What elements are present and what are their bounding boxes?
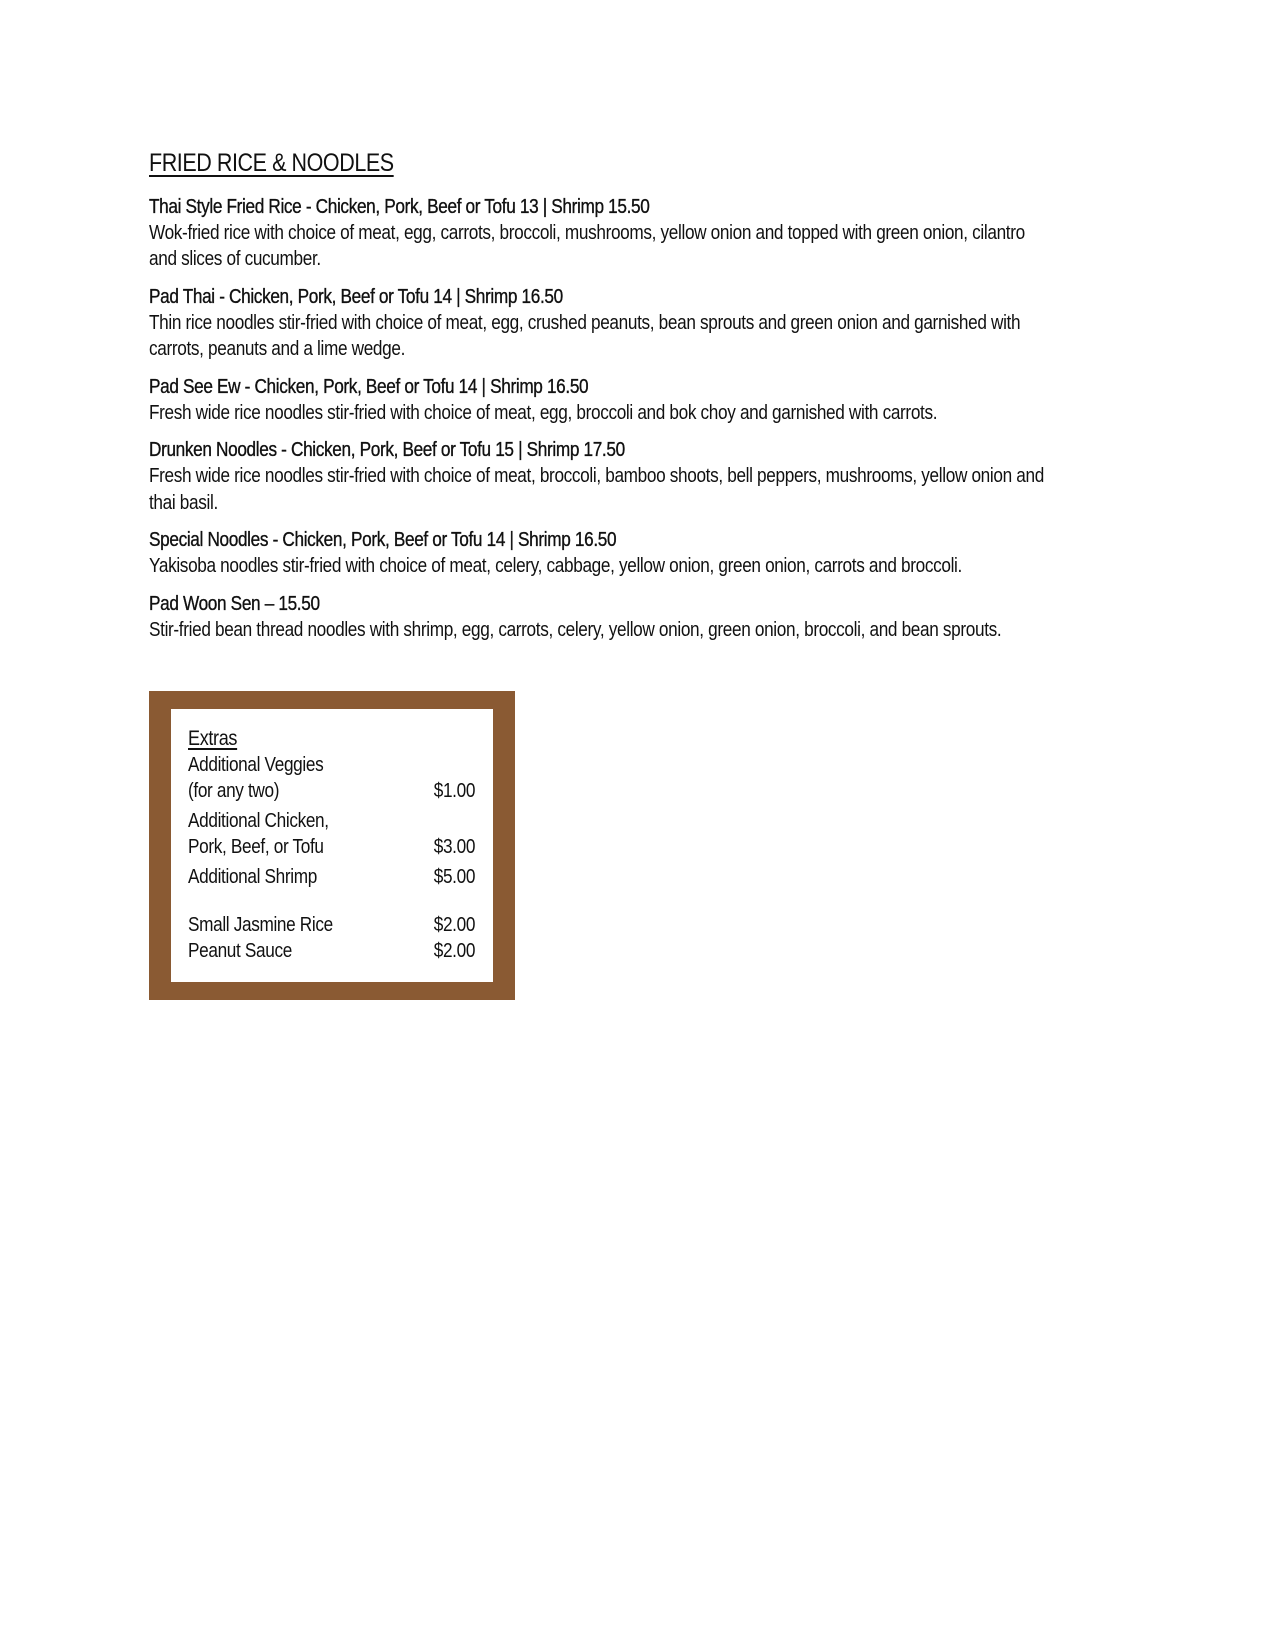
extra-name <box>188 864 317 890</box>
description-line: Fresh wide rice noodles stir-fried with choice of meat, broccoli, bamboo shoots, bell peppers, mushrooms, yellow onion and <box>149 465 1044 487</box>
menu-item-pad-see-ew <box>149 374 1109 427</box>
menu-item-drunken-noodles <box>149 437 1109 516</box>
extra-row-peanut-sauce <box>188 938 475 964</box>
menu-item-description <box>149 553 1109 580</box>
extra-name <box>188 938 292 964</box>
menu-item-description <box>149 310 1109 363</box>
description-line: and slices of cucumber. <box>149 248 321 270</box>
menu-item-title: Special Noodles - Chicken, Pork, Beef or Tofu 14 | Shrimp 16.50 <box>149 529 617 551</box>
extra-name-line: Peanut Sauce <box>188 940 292 962</box>
extra-price: $5.00 <box>433 866 475 888</box>
menu-item-title: Pad Woon Sen – 15.50 <box>149 592 320 615</box>
extra-price: $2.00 <box>433 914 475 936</box>
extra-row-jasmine-rice <box>188 912 475 938</box>
menu-page <box>149 150 1109 654</box>
extra-name-line: Small Jasmine Rice <box>188 914 333 936</box>
extra-name-line: Additional Shrimp <box>188 866 317 888</box>
menu-item-description <box>149 220 1109 273</box>
menu-item-title: Drunken Noodles - Chicken, Pork, Beef or Tofu 15 | Shrimp 17.50 <box>149 439 625 461</box>
description-line: thai basil. <box>149 491 218 514</box>
menu-item-title: Pad See Ew - Chicken, Pork, Beef or Tofu 14 | Shrimp 16.50 <box>149 375 589 398</box>
extra-row-shrimp <box>188 864 475 890</box>
description-line: Yakisoba noodles stir-fried with choice of meat, celery, cabbage, yellow onion, green onion, carrots and broccoli. <box>149 555 962 577</box>
description-line: Stir-fried bean thread noodles with shrimp, egg, carrots, celery, yellow onion, green onion, broccoli, and bean sprouts. <box>149 618 1002 641</box>
description-line: Thin rice noodles stir-fried with choice of meat, egg, crushed peanuts, bean sprouts and green onion and garnished with <box>149 311 1021 334</box>
section-title: FRIED RICE & NOODLES <box>149 149 394 177</box>
menu-item-title: Thai Style Fried Rice - Chicken, Pork, Beef or Tofu 13 | Shrimp 15.50 <box>149 195 650 218</box>
extra-name-line: (for any two) <box>188 780 280 802</box>
extra-name-line: Pork, Beef, or Tofu <box>188 836 324 858</box>
menu-item-pad-thai <box>149 284 1109 363</box>
menu-item-special-noodles <box>149 527 1109 580</box>
extras-title: Extras <box>188 727 238 750</box>
extra-row-veggies <box>188 752 475 804</box>
extra-name <box>188 912 333 938</box>
menu-item-title: Pad Thai - Chicken, Pork, Beef or Tofu 14 | Shrimp 16.50 <box>149 285 563 308</box>
extra-price: $1.00 <box>433 780 475 802</box>
menu-item-description <box>149 400 1109 427</box>
description-line: carrots, peanuts and a lime wedge. <box>149 338 406 360</box>
menu-item-thai-fried-rice <box>149 194 1109 273</box>
extra-name <box>188 752 323 804</box>
description-line: Wok-fried rice with choice of meat, egg, carrots, broccoli, mushrooms, yellow onion and topped with green onion, cilantro <box>149 221 1025 244</box>
extra-name <box>188 808 329 860</box>
menu-item-description <box>149 617 1109 644</box>
description-line: Fresh wide rice noodles stir-fried with choice of meat, egg, broccoli and bok choy and garnished with carrots. <box>149 401 938 424</box>
extra-name-line: Additional Chicken, <box>188 810 329 832</box>
extras-box-frame <box>149 691 515 1000</box>
extra-row-protein <box>188 808 475 860</box>
extras-box <box>171 709 493 982</box>
extra-price: $3.00 <box>433 836 475 858</box>
menu-item-pad-woon-sen <box>149 591 1109 644</box>
extra-name-line: Additional Veggies <box>188 754 324 776</box>
menu-item-description <box>149 463 1109 516</box>
extra-price: $2.00 <box>433 940 475 962</box>
